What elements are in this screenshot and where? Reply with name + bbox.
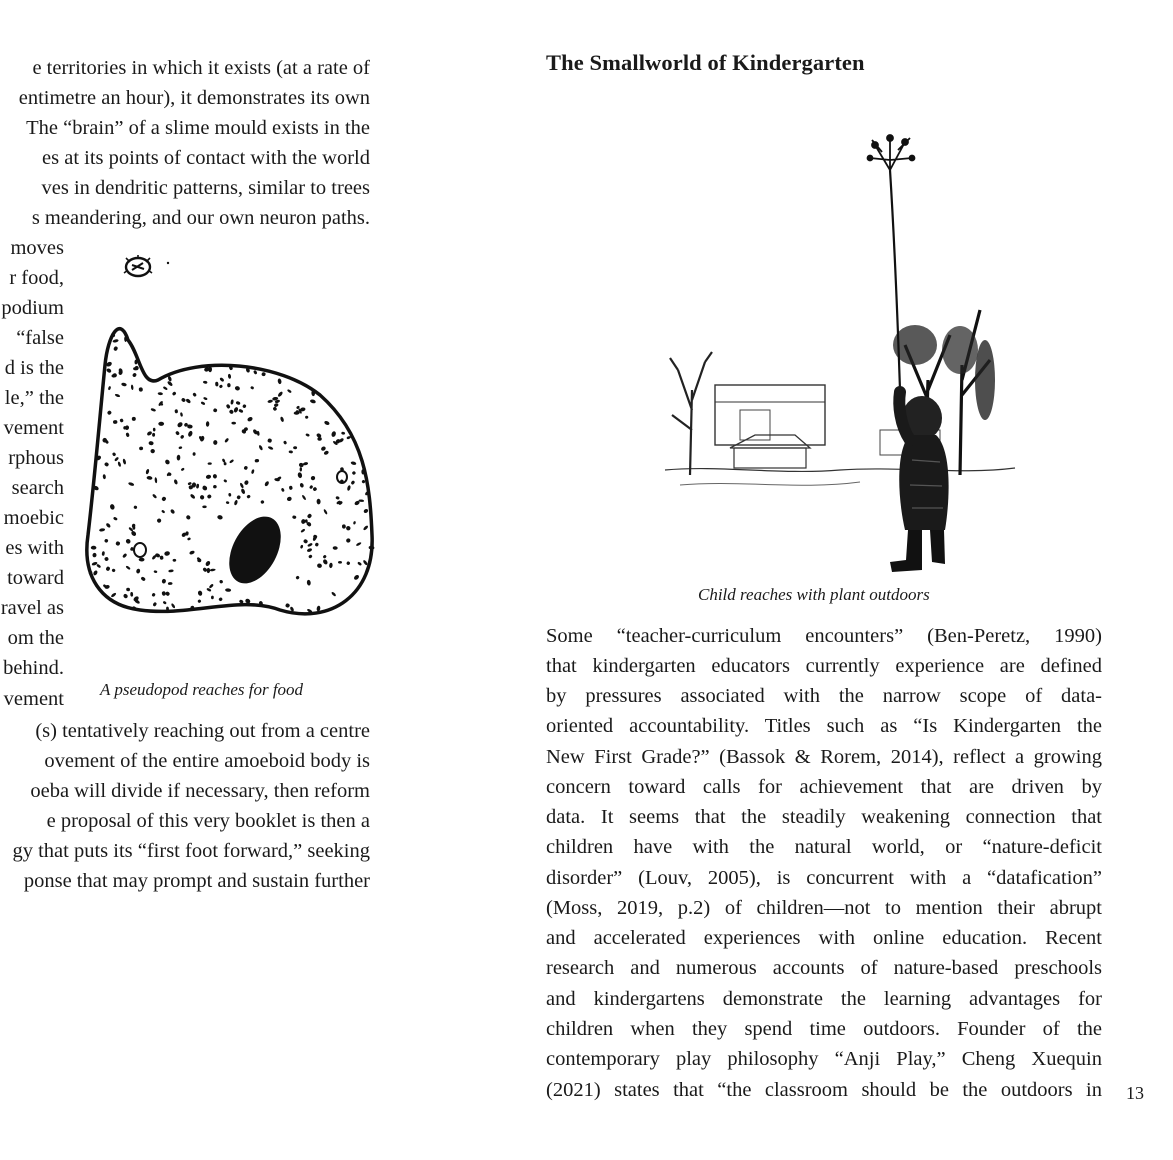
text-line: oeba will divide if necessary, then reform (30, 780, 370, 802)
body-text-line: children when they spend time outdoors. Founder of the (546, 1018, 1102, 1040)
wrap-text-line: moves (10, 237, 64, 259)
wrap-text-line: ravel as (0, 597, 64, 619)
body-text-line: New First Grade?” (Bassok & Rorem, 2014), reflect a growing (546, 746, 1102, 768)
wrap-text-line: search (11, 477, 64, 499)
amoeba-body (87, 329, 372, 614)
text-line: (s) tentatively reaching out from a centre (35, 720, 370, 742)
wrap-text-line: d is the (4, 357, 64, 379)
body-text-line: Some “teacher-curriculum encounters” (Ben-Peretz, 1990) (546, 625, 1102, 647)
wrap-text-line: vement (3, 688, 64, 710)
body-text-line: contemporary play philosophy “Anji Play,” Cheng Xuequin (546, 1048, 1102, 1070)
body-text-line: by pressures associated with the narrow scope of data- (546, 685, 1102, 707)
body-text-line: (2021) states that “the classroom should be the outdoors in (546, 1079, 1102, 1101)
page-heading: The Smallworld of Kindergarten (546, 50, 865, 75)
wrap-text-line: r food, (9, 267, 64, 289)
wrap-text-line: es with (5, 537, 64, 559)
body-text-line: children have with the natural world, or “nature-deficit (546, 836, 1102, 858)
text-line: e territories in which it exists (at a rate of (32, 57, 370, 79)
text-line: ponse that may prompt and sustain further (23, 870, 370, 892)
text-line: The “brain” of a slime mould exists in the (26, 117, 370, 139)
wrap-text-line: behind. (3, 657, 64, 679)
page-number: 13 (1126, 1083, 1144, 1103)
body-text-line: and accelerated experiences with online education. Recent (546, 927, 1102, 949)
wrap-text-line: “false (16, 327, 64, 349)
body-text-line: data. It seems that the steadily weakening connection that (546, 806, 1102, 828)
child-plant-illustration (660, 130, 1020, 580)
right-page (546, 0, 1173, 1160)
body-text-line: concern toward calls for achievement that are driven by (546, 776, 1102, 798)
wrap-text-line: moebic (3, 507, 64, 529)
text-line: ovement of the entire amoeboid body is (44, 750, 370, 772)
text-line: e proposal of this very booklet is then a (46, 810, 370, 832)
wrap-text-line: rphous (8, 447, 64, 469)
wrap-text-line: le,” the (4, 387, 64, 409)
wrap-text-line: om the (7, 627, 64, 649)
body-text-line: and kindergartens demonstrate the learning advantages for (546, 988, 1102, 1010)
body-text-line: oriented accountability. Titles such as “Is Kindergarten the (546, 715, 1102, 737)
body-text-line: disorder” (Louv, 2005), is concurrent with a “datafication” (546, 867, 1102, 889)
body-text-line: that kindergarten educators currently experience are defined (546, 655, 1102, 677)
wrap-text-line: podium (1, 297, 64, 319)
figure-caption-right: Child reaches with plant outdoors (698, 585, 930, 604)
text-line: entimetre an hour), it demonstrates its own (18, 87, 370, 109)
wrap-text-line: vement (3, 417, 64, 439)
text-line: s meandering, and our own neuron paths. (31, 207, 370, 229)
body-text-line: (Moss, 2019, p.2) of children—not to mention their abrupt (546, 897, 1102, 919)
text-line: gy that puts its “first foot forward,” seeking (12, 840, 370, 862)
figure-caption-left: A pseudopod reaches for food (100, 680, 304, 699)
plant-top (868, 135, 915, 170)
text-line: es at its points of contact with the world (42, 147, 370, 169)
wrap-text-line: toward (7, 567, 64, 589)
child-figure (890, 392, 949, 572)
body-text-line: research and numerous accounts of nature-based preschools (546, 957, 1102, 979)
amoeba-illustration (80, 245, 380, 665)
left-page (0, 0, 560, 1160)
microbe-doodle (124, 255, 169, 276)
text-line: ves in dendritic patterns, similar to trees (41, 177, 370, 199)
